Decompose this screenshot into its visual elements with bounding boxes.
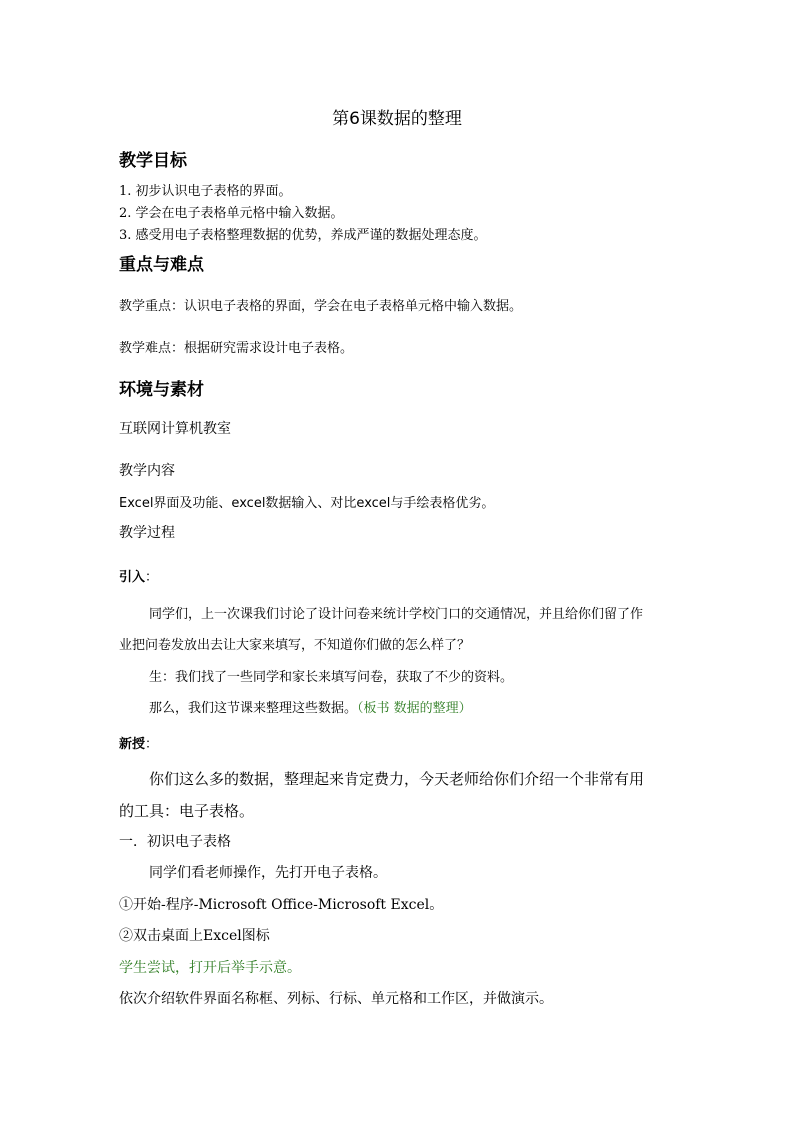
section-heading-process: 教学过程 [119, 525, 175, 541]
goal-item: 3. 感受用电子表格整理数据的优势，养成严谨的数据处理态度。 [119, 228, 487, 243]
intro-paragraph-line: 生：我们找了一些同学和家长来填写问卷，获取了不少的资料。 [149, 670, 514, 685]
environment-text: 互联网计算机教室 [119, 421, 231, 437]
new-paragraph-line: 你们这么多的数据，整理起来肯定费力，今天老师给你们介绍一个非常有用 [149, 770, 645, 788]
section-heading-content: 教学内容 [119, 463, 175, 479]
intro-label: 引入 [119, 570, 146, 585]
intro-paragraph-line: 业把问卷发放出去让大家来填写，不知道你们做的怎么样了？ [119, 638, 471, 653]
step1-paragraph: 依次介绍软件界面名称框、列标、行标、单元格和工作区，并做演示。 [119, 991, 553, 1007]
new-label: 新授 [119, 737, 146, 752]
section-heading-key-points: 重点与难点 [119, 255, 204, 275]
content-text: Excel界面及功能、excel数据输入、对比excel与手绘表格优劣。 [119, 496, 495, 511]
focus-line: 教学重点：认识电子表格的界面，学会在电子表格单元格中输入数据。 [119, 299, 523, 314]
goal-item: 1. 初步认识电子表格的界面。 [119, 184, 292, 199]
section-heading-environment: 环境与素材 [119, 380, 204, 400]
goal-item: 2. 学会在电子表格单元格中输入数据。 [119, 206, 344, 221]
intro-p3-text: 那么，我们这节课来整理这些数据。 [149, 701, 358, 716]
difficulty-line: 教学难点：根据研究需求设计电子表格。 [119, 341, 354, 356]
step1-item: ②双击桌面上Excel图标 [119, 928, 270, 944]
page-title: 第6课数据的整理 [332, 109, 462, 129]
step1-note: 学生尝试，打开后举手示意。 [119, 960, 301, 976]
section-heading-goals: 教学目标 [119, 151, 187, 171]
difficulty-text: 根据研究需求设计电子表格。 [184, 341, 354, 356]
difficulty-label: 教学难点 [119, 341, 172, 356]
step1-item: ①开始-程序-Microsoft Office-Microsoft Excel。 [119, 897, 444, 913]
intro-paragraph-line: 同学们，上一次课我们讨论了设计问卷来统计学校门口的交通情况，并且给你们留了作 [149, 607, 644, 622]
intro-paragraph-line [149, 697, 472, 716]
blackboard-note: （板书 数据的整理） [357, 701, 472, 716]
intro-label-line: 引入： [119, 570, 159, 585]
new-label-line: 新授： [119, 737, 159, 752]
step1-title: 一．初识电子表格 [119, 834, 231, 850]
focus-text: 认识电子表格的界面，学会在电子表格单元格中输入数据。 [184, 299, 523, 314]
step1-paragraph: 同学们看老师操作，先打开电子表格。 [149, 865, 387, 881]
new-paragraph-line: 的工具：电子表格。 [119, 802, 255, 820]
focus-label: 教学重点 [119, 299, 172, 314]
